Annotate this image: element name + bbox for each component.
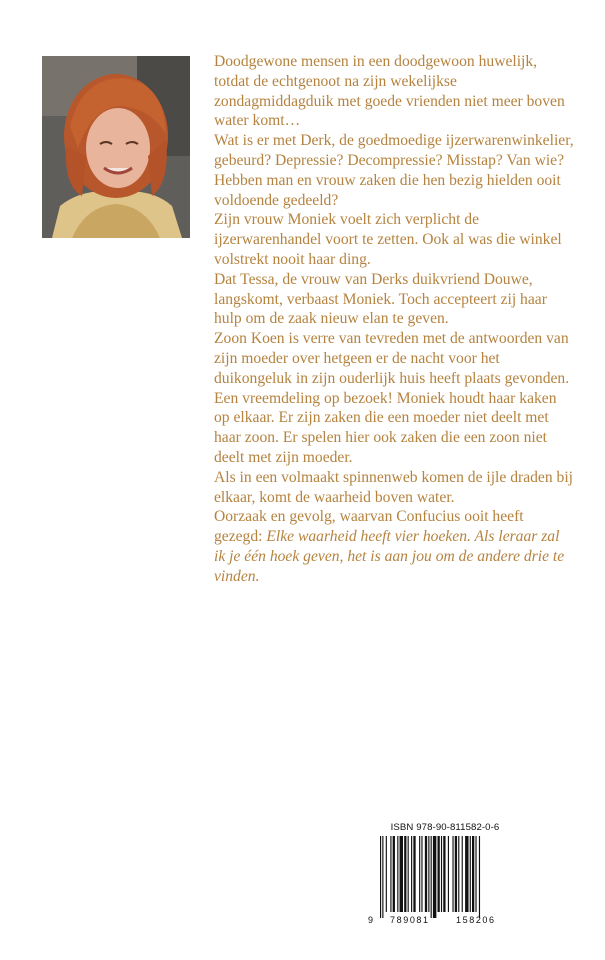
back-cover-blurb (214, 52, 574, 587)
barcode-bar (431, 836, 432, 918)
barcode-bar (475, 836, 476, 912)
barcode-bar (400, 836, 403, 912)
barcode-bar (425, 836, 427, 912)
blurb-paragraph: Zijn vrouw Moniek voelt zich verplicht de ijzerwarenhandel voort te zetten. Ook al was die winkel volstrekt nooit haar ding. (214, 211, 562, 268)
blurb-paragraph: Doodgewone mensen in een doodgewoon huwelijk, totdat de echtgenoot na zijn wekelijkse zondagmiddagduik met goede vrienden niet meer boven water komt… (214, 53, 565, 130)
barcode-bar (479, 836, 480, 918)
barcode-bar (397, 836, 398, 912)
barcode-bars (368, 836, 522, 918)
blurb-paragraph: Als in een volmaakt spinnenweb komen de ijle draden bij elkaar, komt de waarheid boven water. (214, 468, 573, 506)
barcode-bar (458, 836, 459, 912)
barcode-bar (382, 836, 383, 918)
barcode-bar (441, 836, 442, 912)
barcode-bar (462, 836, 463, 912)
confucius-quote: Elke waarheid heeft vier hoeken. Als leraar zal ik je één hoek geven, het is aan jou om de andere drie te vinden. (214, 528, 565, 585)
barcode-bar (470, 836, 471, 912)
barcode-bar (386, 836, 387, 912)
barcode-bar (428, 836, 429, 912)
barcode-bar (472, 836, 474, 912)
barcode-bar (438, 836, 440, 912)
blurb-closing-lead: Oorzaak en gevolg, waarvan Confucius ooit heeft gezegd: (214, 508, 524, 546)
barcode-bar (433, 836, 436, 918)
blurb-paragraph: Dat Tessa, de vrouw van Derks duikvriend Douwe, langskomt, verbaast Moniek. Toch accepteert zij haar hulp om de zaak nieuw elan te geven. (214, 270, 547, 328)
barcode-bar (413, 836, 415, 912)
barcode-bar (421, 836, 422, 912)
barcode-bar (465, 836, 468, 912)
blurb-paragraph: Wat is er met Derk, de goedmoedige ijzerwarenwinkelier, gebeurd? Depressie? Decompressie? Misstap? Van wie? (214, 132, 574, 169)
barcode-bar (411, 836, 412, 912)
blurb-closing-paragraph (214, 507, 574, 586)
author-photo (42, 56, 190, 238)
barcode-bar (390, 836, 391, 912)
barcode-bar (455, 836, 457, 912)
isbn-label: ISBN 978-90-811582-0-6 (390, 822, 500, 833)
barcode-bar (448, 836, 449, 912)
barcode-digits-left: 789081 (390, 915, 430, 925)
barcode-bar (393, 836, 395, 912)
blurb-paragraph: Zoon Koen is verre van tevreden met de antwoorden van zijn moeder over hetgeen er de nacht voor het duikongeluk in zijn ouderlijk huis heeft plaats gevonden. Een vreemdeling op bezoek! Moniek houdt haar kaken op elkaar. Er zijn zaken die een moeder niet deelt met haar zoon. Er spelen hier ook zaken die een zoon niet deelt met zijn moeder. (214, 330, 570, 466)
barcode-digit-first: 9 (368, 915, 374, 925)
barcode-bar (419, 836, 420, 912)
barcode-bar (408, 836, 409, 912)
barcode-bar (443, 836, 445, 912)
barcode-bar (452, 836, 453, 912)
barcode-bar (404, 836, 406, 912)
blurb-paragraph: Hebben man en vrouw zaken die hen bezig hielden ooit voldoende gedeeld? (214, 171, 561, 209)
isbn-barcode (368, 822, 522, 930)
barcode-digits-right: 158206 (456, 915, 496, 925)
barcode-bar (380, 836, 381, 918)
